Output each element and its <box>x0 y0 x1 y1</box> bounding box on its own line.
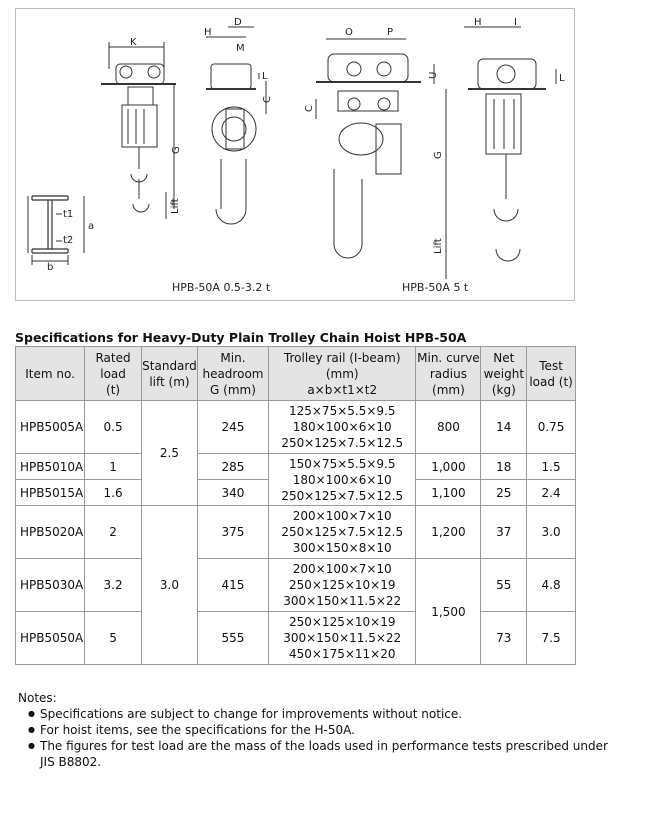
cell-item: HPB5015A <box>16 480 85 506</box>
label-o: O <box>345 27 353 38</box>
label-c-small: C <box>262 96 273 103</box>
cell-test: 0.75 <box>527 401 576 454</box>
label-c-large: C <box>304 105 315 112</box>
header-line: Standard <box>142 358 197 373</box>
rail-size: 300×150×11.5×22 <box>283 594 402 608</box>
cell-item: HPB5030A <box>16 559 85 612</box>
label-i: I <box>514 17 517 28</box>
rail-size: 300×150×11.5×22 <box>283 631 402 645</box>
header-line: G (mm) <box>210 382 256 397</box>
table-row <box>16 401 576 454</box>
note-item: ● Specifications are subject to change for improvements without notice. <box>40 706 618 722</box>
notes-heading: Notes: <box>18 691 57 705</box>
rail-size: 125×75×5.5×9.5 <box>288 404 396 418</box>
cell-radius: 1,000 <box>416 454 481 480</box>
cell-radius: 800 <box>416 401 481 454</box>
cell-weight: 37 <box>481 506 527 559</box>
rail-size: 180×100×6×10 <box>292 420 392 434</box>
table-row <box>16 559 576 612</box>
label-u: U <box>428 71 439 79</box>
label-lift: Lift <box>170 198 181 214</box>
header-line: Item no. <box>25 366 75 381</box>
label-t1: t1 <box>63 209 74 220</box>
rail-size: 250×125×10×19 <box>288 615 396 629</box>
cell-item: HPB5010A <box>16 454 85 480</box>
hoist-dimension-drawing <box>16 9 576 302</box>
rail-size: 300×150×8×10 <box>292 541 392 555</box>
label-g: G <box>171 146 182 154</box>
rail-size: 250×125×10×19 <box>288 578 396 592</box>
header-line: Test <box>539 358 563 373</box>
header-rated-load <box>85 347 142 401</box>
label-b: b <box>47 262 54 273</box>
header-row <box>16 347 576 401</box>
header-line: (t) <box>106 382 121 397</box>
cell-lift: 2.5 <box>142 401 198 506</box>
hoist-large-front-view <box>304 27 439 258</box>
cell-item: HPB5005A <box>16 401 85 454</box>
cell-load: 1.6 <box>85 480 142 506</box>
cell-load: 0.5 <box>85 401 142 454</box>
rail-size: 450×175×11×20 <box>288 647 396 661</box>
label-a: a <box>88 221 95 232</box>
label-h-large: H <box>474 17 482 28</box>
label-lift-large: Lift <box>433 238 444 254</box>
header-item-no <box>16 347 85 401</box>
cell-item: HPB5020A <box>16 506 85 559</box>
hoist-small-front-view <box>101 37 182 219</box>
header-min-curve-radius <box>416 347 481 401</box>
cell-headroom: 340 <box>197 480 268 506</box>
cell-test: 3.0 <box>527 506 576 559</box>
label-k: K <box>130 37 137 48</box>
label-m: M <box>236 43 245 54</box>
cell-radius: 1,200 <box>416 506 481 559</box>
cell-load: 3.2 <box>85 559 142 612</box>
header-test-load <box>527 347 576 401</box>
cell-headroom: 555 <box>197 612 268 665</box>
header-line: Rated <box>95 350 131 365</box>
rail-size: 200×100×7×10 <box>292 509 392 523</box>
rail-size: 200×100×7×10 <box>292 562 392 576</box>
label-l-large: L <box>559 73 565 84</box>
cell-rail <box>269 612 416 665</box>
note-item: ● The figures for test load are the mass of the loads used in performance tests prescribed under JIS B8802. <box>40 738 618 770</box>
header-net-weight <box>481 347 527 401</box>
header-line: load (t) <box>529 374 573 389</box>
cell-radius: 1,100 <box>416 480 481 506</box>
cell-headroom: 285 <box>197 454 268 480</box>
cell-weight: 25 <box>481 480 527 506</box>
cell-radius: 1,500 <box>416 559 481 665</box>
cell-load: 5 <box>85 612 142 665</box>
note-item: ● For hoist items, see the specifications for the H-50A. <box>40 722 618 738</box>
spec-table <box>15 346 576 665</box>
rail-size: 150×75×5.5×9.5 <box>288 456 396 471</box>
cell-test: 2.4 <box>527 480 576 506</box>
header-line: (kg) <box>491 382 516 397</box>
label-g-large: G <box>433 151 444 159</box>
header-line: a×b×t1×t2 <box>307 382 378 397</box>
label-t2: t2 <box>63 235 74 246</box>
cell-weight: 73 <box>481 612 527 665</box>
table-row <box>16 506 576 559</box>
cell-rail <box>269 454 416 506</box>
rail-size: 250×125×7.5×12.5 <box>281 436 404 450</box>
cell-test: 4.8 <box>527 559 576 612</box>
cell-weight: 55 <box>481 559 527 612</box>
cell-rail <box>269 559 416 612</box>
header-line: Min. <box>220 350 246 365</box>
section-title: Specifications for Heavy-Duty Plain Trolley Chain Hoist HPB-50A <box>15 330 467 345</box>
rail-size: 250×125×7.5×12.5 <box>281 525 404 539</box>
header-line: lift (m) <box>149 374 190 389</box>
header-line: Net <box>493 350 515 365</box>
caption-left: HPB-50A 0.5-3.2 t <box>172 281 271 294</box>
header-line: Trolley rail (I-beam) (mm) <box>283 350 401 381</box>
cell-headroom: 415 <box>197 559 268 612</box>
header-line: load <box>100 366 126 381</box>
table-row <box>16 612 576 665</box>
cell-rail <box>269 401 416 454</box>
cell-test: 7.5 <box>527 612 576 665</box>
notes-list <box>18 706 618 770</box>
notes <box>18 690 618 770</box>
cell-weight: 14 <box>481 401 527 454</box>
label-d: D <box>234 17 242 28</box>
header-standard-lift <box>142 347 198 401</box>
header-line: Min. curve <box>417 350 480 365</box>
rail-size: 180×100×6×10 <box>292 472 392 487</box>
label-l-small: L <box>262 71 268 82</box>
cell-rail <box>269 506 416 559</box>
cell-load: 2 <box>85 506 142 559</box>
header-line: radius <box>429 366 467 381</box>
i-beam-section <box>28 196 94 273</box>
table-row <box>16 454 576 480</box>
caption-right: HPB-50A 5 t <box>402 281 469 294</box>
rail-size: 250×125×7.5×12.5 <box>281 488 404 503</box>
header-line: (mm) <box>432 382 465 397</box>
label-p: P <box>387 27 394 38</box>
hoist-large-side-view <box>433 17 565 279</box>
cell-item: HPB5050A <box>16 612 85 665</box>
cell-lift: 3.0 <box>142 506 198 665</box>
cell-test: 1.5 <box>527 454 576 480</box>
header-line: weight <box>483 366 525 381</box>
header-line: headroom <box>202 366 264 381</box>
cell-weight: 18 <box>481 454 527 480</box>
cell-headroom: 245 <box>197 401 268 454</box>
cell-headroom: 375 <box>197 506 268 559</box>
label-h: H <box>204 27 212 38</box>
header-trolley-rail <box>269 347 416 401</box>
header-min-headroom <box>197 347 268 401</box>
cell-load: 1 <box>85 454 142 480</box>
technical-drawing <box>15 8 575 301</box>
hoist-small-side-view <box>204 17 273 224</box>
